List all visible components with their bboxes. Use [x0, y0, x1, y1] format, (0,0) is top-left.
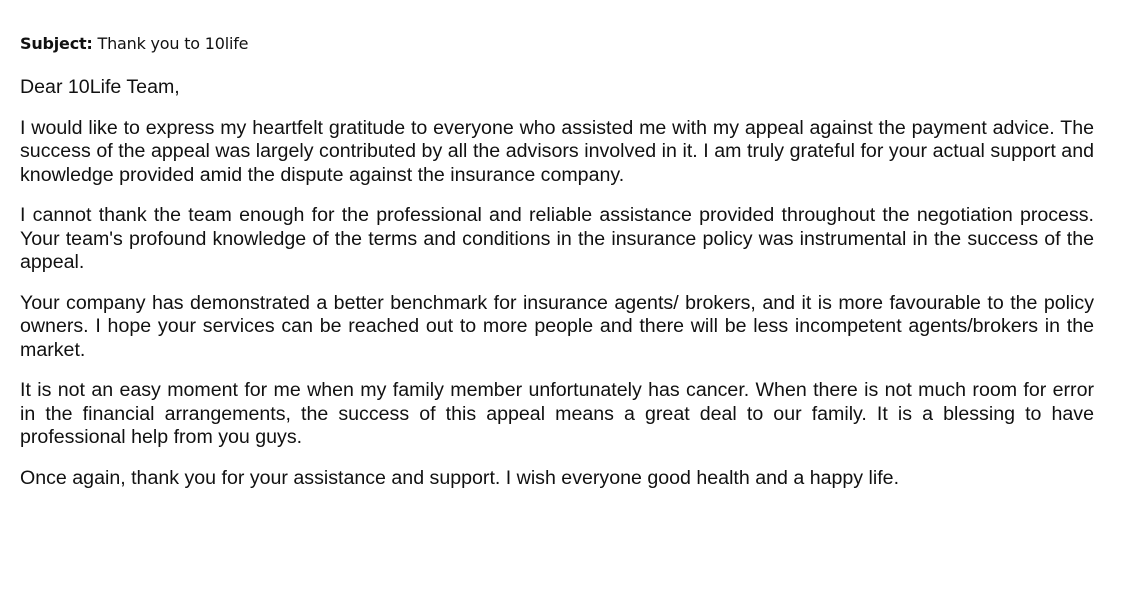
subject-line	[20, 34, 1094, 54]
salutation: Dear 10Life Team,	[20, 76, 180, 98]
subject-text: Thank you to 10life	[97, 34, 249, 53]
paragraph-team-thanks: I cannot thank the team enough for the professional and reliable assistance provided throughout the negotiation process. Your team's profound knowledge of the terms and conditions in the insurance policy was instrumental in the success of the appeal.	[20, 204, 1094, 273]
email-body	[20, 34, 1094, 507]
subject-label: Subject:	[20, 34, 93, 53]
paragraph-family: It is not an easy moment for me when my family member unfortunately has cancer. When there is not much room for error in the financial arrangements, the success of this appeal means a great deal to our family. It is a blessing to have professional help from you guys.	[20, 379, 1094, 448]
paragraph-gratitude: I would like to express my heartfelt gratitude to everyone who assisted me with my appeal against the payment advice. The success of the appeal was largely contributed by all the advisors involved in it. I am truly grateful for your actual support and knowledge provided amid the dispute against the insurance company.	[20, 116, 1094, 186]
paragraph-benchmark: Your company has demonstrated a better benchmark for insurance agents/ brokers, and it is more favourable to the policy owners. I hope your services can be reached out to more people and there will be less incompetent agents/brokers in the market.	[20, 291, 1094, 361]
paragraph-closing: Once again, thank you for your assistance and support. I wish everyone good health and a happy life.	[20, 466, 900, 489]
